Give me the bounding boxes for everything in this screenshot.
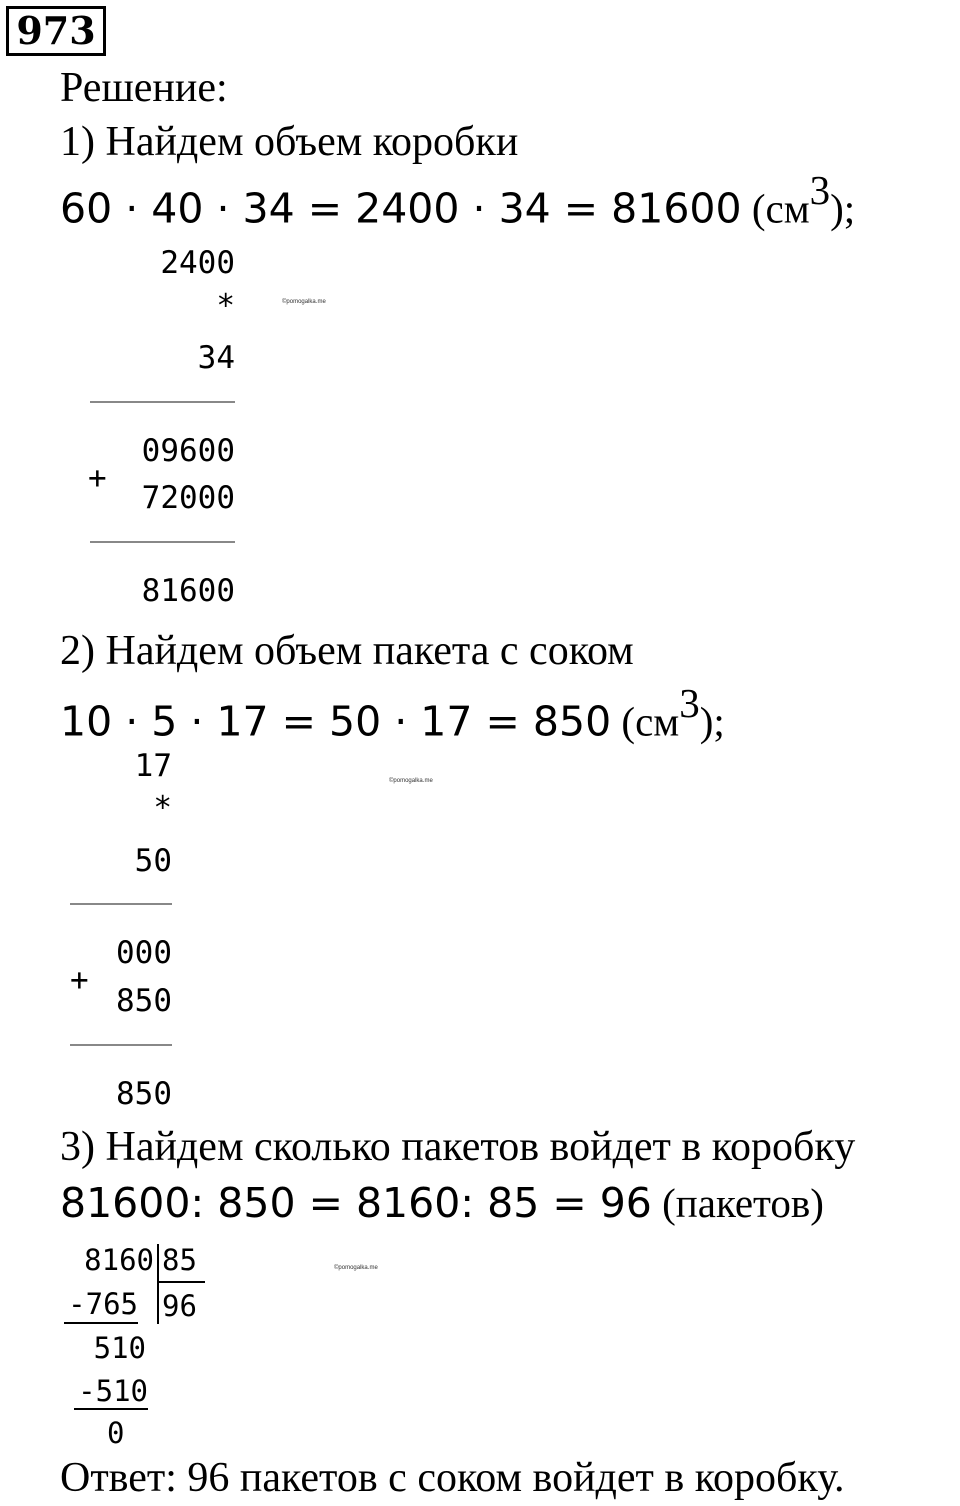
division-remainder-2: 0 [107,1416,125,1450]
step1-mult-op: * [216,288,235,324]
step1-mult-b: 34 [197,340,235,376]
step1-plus-sign: + [88,460,107,496]
division-dividend: 8160 [84,1243,154,1277]
step1-formula [60,167,856,233]
step3-formula-expr: 81600: 850 = 8160: 85 = 96 [60,1179,652,1227]
solution-label: Решение: [60,65,228,111]
step2-plus-sign: + [70,962,89,998]
step2-mult-result: 850 [116,1076,172,1112]
step1-heading: 1) Найдем объем коробки [60,119,519,165]
division-rule-1 [64,1322,138,1324]
step1-unit-exp: 3 [809,167,831,213]
step2-formula [60,680,725,746]
division-divisor: 85 [162,1243,197,1277]
step2-partial-1: 000 [116,935,172,971]
step2-unit-exp: 3 [679,680,700,726]
step2-partial-2: 850 [116,983,172,1019]
step1-mult-result: 81600 [141,573,235,609]
step1-partial-2: 72000 [141,480,235,516]
step2-mult-a: 17 [134,748,172,784]
division-vertical-bar [157,1244,159,1324]
step3-unit: (пакетов) [651,1180,824,1226]
step2-rule-2 [70,1044,172,1046]
step1-rule-2 [90,541,235,543]
step1-partial-1: 09600 [141,433,235,469]
step2-formula-expr: 10 · 5 · 17 = 50 · 17 = 850 [60,697,612,746]
watermark: ©pomogalka.me [389,778,433,784]
step1-unit: (см [741,185,810,232]
step1-formula-expr: 60 · 40 · 34 = 2400 · 34 = 81600 [60,184,742,233]
watermark: ©pomogalka.me [282,299,326,305]
step3-formula [60,1179,824,1227]
step1-mult-a: 2400 [160,245,235,281]
step2-rule-1 [70,903,172,905]
division-sub-1: -765 [68,1287,138,1321]
problem-number: 973 [6,6,106,56]
step2-heading: 2) Найдем объем пакета с соком [60,628,634,674]
watermark: ©pomogalka.me [334,1265,378,1271]
step1-rule-1 [90,401,235,403]
division-quotient: 96 [162,1289,197,1323]
division-remainder-1: 510 [93,1331,146,1365]
step2-unit-end: ); [699,698,725,745]
division-rule-2 [74,1408,148,1410]
answer-line: Ответ: 96 пакетов с соком войдет в коробку. [60,1455,845,1501]
step1-unit-end: ); [830,185,856,232]
division-sub-2: -510 [78,1374,148,1408]
step2-mult-b: 50 [134,843,172,879]
step2-unit: (см [611,698,680,745]
step3-heading: 3) Найдем сколько пакетов войдет в коробку [60,1124,856,1170]
step2-mult-op: * [153,790,172,826]
division-divisor-rule [157,1281,205,1283]
